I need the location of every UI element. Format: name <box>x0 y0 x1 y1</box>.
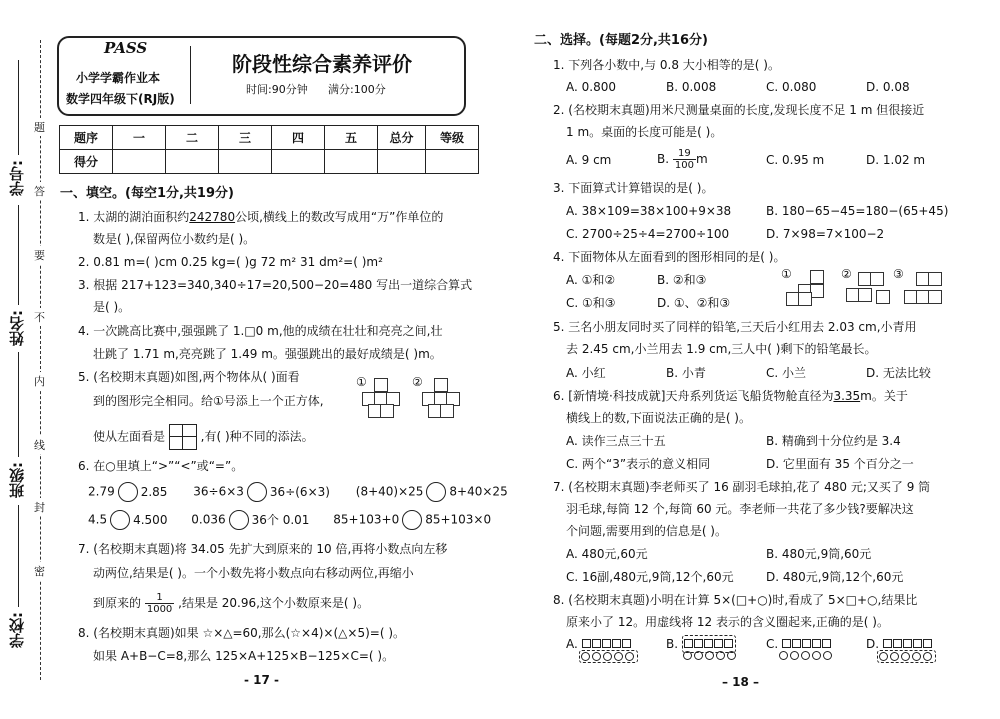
right-q5-line1: 5. 三名小朋友同时买了同样的铅笔,三天后小红用去 2.03 cm,小青用 <box>553 320 917 334</box>
cube <box>876 290 890 304</box>
q1-number: 242780 <box>189 210 236 224</box>
cube <box>374 378 388 392</box>
right-q7-line2: 羽毛球,每筒 12 个,每筒 60 元。李老师一共花了多少钱?要解决这 <box>566 502 914 516</box>
right-q1-optD[interactable]: D. 0.08 <box>866 80 910 94</box>
class-underline <box>18 352 19 457</box>
score-cell[interactable] <box>272 150 325 174</box>
cube <box>440 404 454 418</box>
score-header-cell: 四 <box>272 126 325 150</box>
full-score: 满分:100分 <box>328 83 386 96</box>
right-q4-optC[interactable]: C. ①和③ <box>566 296 616 310</box>
right-q1: 1. 下列各小数中,与 0.8 大小相等的是( )。 <box>553 58 780 72</box>
right-q2-line1: 2. (名校期末真题)用米尺测量桌面的长度,发现长度不足 1 m 但很接近 <box>553 103 925 117</box>
left-q3-line2: 是( )。 <box>93 300 131 314</box>
left-q3-line1: 3. 根据 217+123=340,340÷17=20,500−20=480 写出一道综合算式 <box>78 278 473 292</box>
brand-name: 小学学霸作业本 <box>76 71 161 85</box>
right-q2-optA[interactable]: A. 9 cm <box>566 153 612 167</box>
q6-item: (8+40)×25 <box>355 484 424 499</box>
cube <box>928 290 942 304</box>
score-header-cell: 总分 <box>378 126 426 150</box>
seal-char: 题 <box>34 118 45 136</box>
cube <box>810 284 824 298</box>
compare-circle[interactable] <box>229 510 249 530</box>
school-underline <box>18 505 19 607</box>
cube <box>380 404 394 418</box>
left-q7-line2: 动两位,结果是( )。一个小数先将小数点向右移动两位,再缩小 <box>93 566 414 580</box>
fraction-denominator: 1000 <box>146 604 173 615</box>
left-q8-line1: 8. (名校期末真题)如果 ☆×△=60,那么(☆×4)×(△×5)=( )。 <box>78 626 406 640</box>
circle-group <box>579 650 638 663</box>
right-q5-optC[interactable]: C. 小兰 <box>766 366 807 380</box>
q6-item: 36÷6×3 <box>193 484 244 499</box>
section-fill-in: 一、填空。(每空1分,共19分) <box>60 186 234 201</box>
seal-char: 密 <box>34 562 45 580</box>
q6-row2 <box>88 510 491 530</box>
score-table <box>59 125 479 174</box>
right-q1-optC[interactable]: C. 0.080 <box>766 80 817 94</box>
left-q5-line3 <box>93 424 314 450</box>
seal-char: 封 <box>34 498 45 516</box>
cube <box>928 272 942 286</box>
q4-fig2-label: ② <box>841 267 852 281</box>
right-q2-line2: 1 m。桌面的长度可能是( )。 <box>566 125 723 139</box>
q5-text2: ,有( )种不同的添法。 <box>200 429 314 444</box>
right-q6-optB[interactable]: B. 精确到十分位约是 3.4 <box>766 434 901 448</box>
right-q7-optA[interactable]: A. 480元,60元 <box>566 547 648 561</box>
q4-fig3-label: ③ <box>893 267 904 281</box>
q5-fig1-label: ① <box>356 375 367 389</box>
q6-row1 <box>88 482 508 502</box>
right-q8-optB[interactable] <box>666 636 736 652</box>
box-row <box>883 637 933 651</box>
q5-text: 使从左面看是 <box>93 429 166 444</box>
right-q1-optB[interactable]: B. 0.008 <box>666 80 717 94</box>
compare-circle[interactable] <box>402 510 422 530</box>
right-q8-optC[interactable] <box>766 636 832 652</box>
section-choice: 二、选择。(每题2分,共16分) <box>534 33 708 48</box>
opt-letter: D. <box>866 637 880 651</box>
time-limit: 时间:90分钟 <box>246 83 308 96</box>
right-q2-optB[interactable] <box>657 144 708 174</box>
compare-circle[interactable] <box>110 510 130 530</box>
score-header-cell: 二 <box>166 126 219 150</box>
cube <box>798 292 812 306</box>
student-id-label: 学号: <box>8 160 26 196</box>
left-q7-line3 <box>93 592 369 615</box>
seal-char: 答 <box>34 182 45 200</box>
circle-group <box>877 650 936 663</box>
left-q2: 2. 0.81 m=( )cm 0.25 kg=( )g 72 m² 31 dm²=( )m² <box>78 255 383 269</box>
right-q4: 4. 下面物体从左面看到的图形相同的是( )。 <box>553 250 786 264</box>
score-header-cell: 三 <box>219 126 272 150</box>
cube <box>870 272 884 286</box>
fraction-19-100 <box>673 148 696 171</box>
score-cell[interactable] <box>426 150 479 174</box>
q1-text: 1. 太湖的湖泊面积约 <box>78 210 190 224</box>
right-q6-line1 <box>553 388 908 404</box>
q6-item: 85+103+0 <box>333 512 400 527</box>
class-label: 班级: <box>8 462 26 498</box>
q6-item: 4.5 <box>88 512 108 527</box>
right-q7-optB[interactable]: B. 480元,9筒,60元 <box>766 547 872 561</box>
box-row <box>782 637 832 651</box>
right-q6-line2: 横线上的数,下面说法正确的是( )。 <box>566 411 751 425</box>
q6-item: 36个 0.01 <box>251 512 310 527</box>
binding-dashed-line <box>40 40 41 680</box>
seal-char: 线 <box>34 436 45 454</box>
score-cell[interactable] <box>219 150 272 174</box>
compare-circle[interactable] <box>247 482 267 502</box>
right-q2-optC[interactable]: C. 0.95 m <box>766 153 825 167</box>
left-q4-line1: 4. 一次跳高比赛中,强强跳了 1.□0 m,他的成绩在壮壮和亮亮之间,壮 <box>78 324 443 338</box>
right-q4-optB[interactable]: B. ②和③ <box>657 273 707 287</box>
score-cell[interactable] <box>166 150 219 174</box>
q6-item: 36÷(6×3) <box>269 484 330 499</box>
q6-item: 8+40×25 <box>449 484 508 499</box>
name-label: 姓名: <box>8 310 26 346</box>
score-header-cell: 等级 <box>426 126 479 150</box>
pass-logo: PASS <box>104 39 148 57</box>
right-q6-optA[interactable]: A. 读作三点三十五 <box>566 434 666 448</box>
q6-item: 4.500 <box>133 512 168 527</box>
right-q5-optB[interactable]: B. 小青 <box>666 366 706 380</box>
cube <box>434 378 448 392</box>
q6-item: 2.85 <box>140 484 168 499</box>
seal-char: 内 <box>34 372 45 390</box>
right-q5-optA[interactable]: A. 小红 <box>566 366 606 380</box>
q6-number: 3.35 <box>833 389 861 403</box>
seal-char: 要 <box>34 246 45 264</box>
cube <box>810 270 824 284</box>
left-q1-line1 <box>78 209 443 225</box>
right-q3-optC[interactable]: C. 2700÷25÷4=2700÷100 <box>566 227 730 241</box>
score-cell[interactable] <box>113 150 166 174</box>
right-q3-optD[interactable]: D. 7×98=7×100−2 <box>766 227 885 241</box>
opt-letter: B. <box>657 152 670 166</box>
header-divider <box>190 46 191 104</box>
left-q4-line2: 壮跳了 1.71 m,亮亮跳了 1.49 m。强强跳出的最好成绩是( )m。 <box>93 347 442 361</box>
right-q5-line2: 去 2.45 cm,小兰用去 1.9 cm,三人中( )剩下的铅笔最长。 <box>566 342 877 356</box>
right-q8-line2: 原来小了 12。用虚线将 12 表示的含义圈起来,正确的是( )。 <box>566 615 889 629</box>
page-title: 阶段性综合素养评价 <box>232 52 412 76</box>
fraction-numerator: 19 <box>673 148 696 160</box>
q1-text2: 公顷,横线上的数改写成用“万”作单位的 <box>235 210 444 224</box>
right-q4-optA[interactable]: A. ①和② <box>566 273 616 287</box>
right-q6-optC[interactable]: C. 两个“3”表示的意义相同 <box>566 457 711 471</box>
name-underline <box>18 205 19 305</box>
compare-circle[interactable] <box>118 482 138 502</box>
right-q7-optC[interactable]: C. 16副,480元,9筒,12个,60元 <box>566 570 734 584</box>
score-cell[interactable] <box>325 150 378 174</box>
left-q7-line1: 7. (名校期末真题)将 34.05 先扩大到原来的 10 倍,再将小数点向左移 <box>78 542 448 556</box>
cube <box>858 288 872 302</box>
score-cell[interactable] <box>378 150 426 174</box>
right-q8-line1: 8. (名校期末真题)小明在计算 5×(□+○)时,看成了 5×□+○,结果比 <box>553 593 918 607</box>
right-q3-optA[interactable]: A. 38×109=38×100+9×38 <box>566 204 732 218</box>
left-q5-line2: 到的图形完全相同。给①号添上一个正方体, <box>93 394 324 408</box>
q6-text: 6. [新情境·科技成就]天舟系列货运飞船货物舱直径为 <box>553 389 834 403</box>
right-q7-line1: 7. (名校期末真题)李老师买了 16 副羽毛球拍,花了 480 元;又买了 9 筒 <box>553 480 931 494</box>
box-row <box>582 637 632 651</box>
page-number-right: – 18 – <box>722 675 760 689</box>
right-q5-optD[interactable]: D. 无法比较 <box>866 366 931 380</box>
opt-letter: C. <box>766 637 779 651</box>
q6-item: 0.036 <box>191 512 226 527</box>
grade-label: 数学四年级下(RJ版) <box>66 92 175 106</box>
circle-row <box>683 651 738 660</box>
q7-text: 到原来的 <box>93 596 142 610</box>
right-q4-optD[interactable]: D. ①、②和③ <box>657 296 731 310</box>
score-header-cell: 五 <box>325 126 378 150</box>
opt-letter: B. <box>666 637 679 651</box>
right-q7-optD[interactable]: D. 480元,9筒,12个,60元 <box>766 570 904 584</box>
score-label-cell: 得分 <box>60 150 113 174</box>
q6-item: 2.79 <box>88 484 115 499</box>
left-view-shape <box>169 424 197 450</box>
student-id-underline <box>18 60 19 155</box>
right-q1-optA[interactable]: A. 0.800 <box>566 80 616 94</box>
right-q7-line3: 个问题,需要用到的信息是( )。 <box>566 524 727 538</box>
q5-fig2-label: ② <box>412 375 423 389</box>
fraction-1-1000 <box>145 592 174 615</box>
opt-letter: A. <box>566 637 578 651</box>
fraction-numerator: 1 <box>145 592 174 604</box>
q6-text2: m。关于 <box>860 389 908 403</box>
left-q5-line1: 5. (名校期末真题)如图,两个物体从( )面看 <box>78 370 300 384</box>
q4-fig1-label: ① <box>781 267 792 281</box>
q7-text2: ,结果是 20.96,这个小数原来是( )。 <box>178 596 370 610</box>
fraction-denominator: 100 <box>674 160 694 171</box>
left-q8-line2: 如果 A+B−C=8,那么 125×A+125×B−125×C=( )。 <box>93 649 395 663</box>
q6-item: 85+103×0 <box>425 512 492 527</box>
circle-row <box>779 651 834 660</box>
score-header-cell: 题序 <box>60 126 113 150</box>
seal-char: 不 <box>34 308 45 326</box>
school-label: 学校: <box>8 612 26 648</box>
right-q3-optB[interactable]: B. 180−65−45=180−(65+45) <box>766 204 949 218</box>
right-q6-optD[interactable]: D. 它里面有 35 个百分之一 <box>766 457 914 471</box>
score-header-cell: 一 <box>113 126 166 150</box>
right-q3: 3. 下面算式计算错误的是( )。 <box>553 181 714 195</box>
left-q6: 6. 在○里填上“>”“<”或“=”。 <box>78 459 244 473</box>
right-q2-optD[interactable]: D. 1.02 m <box>866 153 926 167</box>
unit: m <box>695 152 708 166</box>
left-q1-line2: 数是( ),保留两位小数约是( )。 <box>93 232 256 246</box>
compare-circle[interactable] <box>426 482 446 502</box>
page-number-left: - 17 - <box>244 673 280 687</box>
